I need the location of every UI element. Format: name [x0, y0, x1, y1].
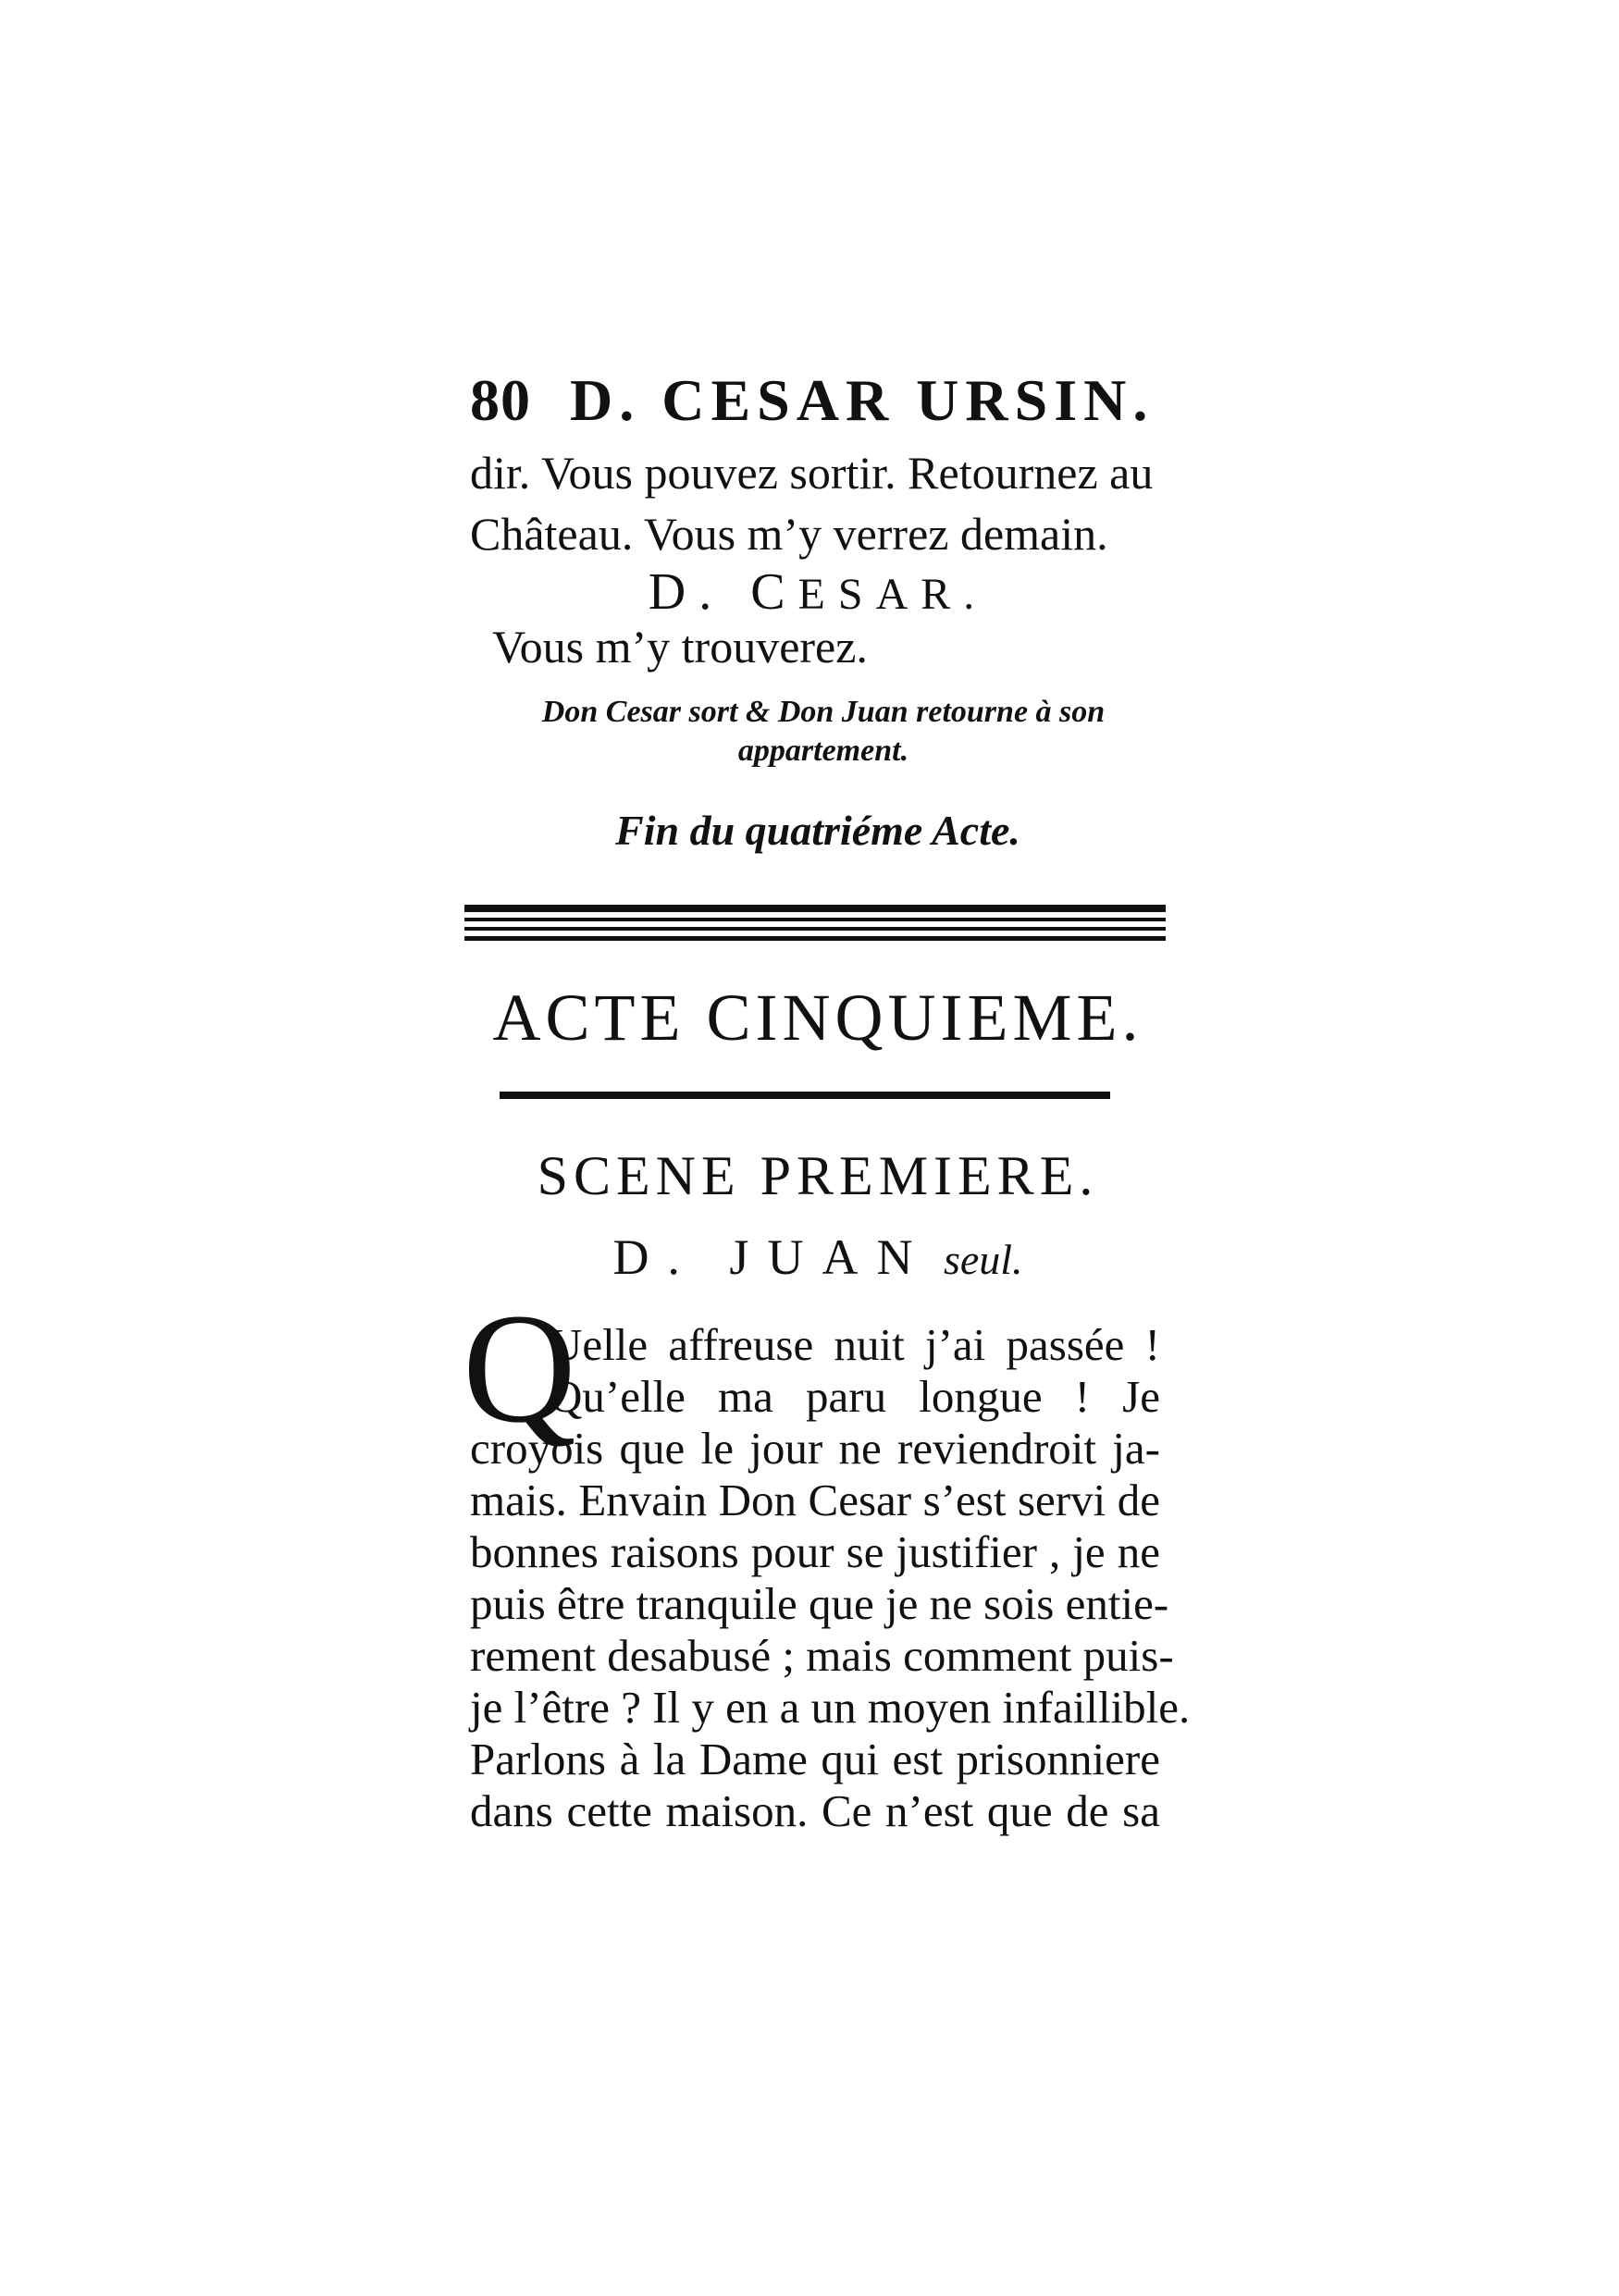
monologue-line: rement desabusé ; mais comment puis- [470, 1630, 1174, 1681]
page-number: 80 [470, 367, 531, 433]
role-note: seul. [943, 1236, 1023, 1283]
dialogue-line: Vous m’y trouverez. [492, 621, 868, 673]
role-name: D. JUAN [612, 1229, 932, 1285]
running-title: D. CESAR URSIN. [570, 367, 1155, 433]
act-title: ACTE CINQUIEME. [492, 981, 1143, 1055]
stage-direction-line: appartement. [737, 734, 909, 768]
monologue-line: bonnes raisons pour se justifier , je ne [470, 1526, 1160, 1577]
act-end-text: Fin du quatriéme Acte. [615, 807, 1020, 854]
monologue-line: puis être tranquile que je ne sois entie- [470, 1578, 1169, 1629]
scene-title: SCENE PREMIERE. [537, 1145, 1099, 1206]
monologue-line: Uelle affreuse nuit j’ai passée ! [550, 1319, 1160, 1370]
monologue-line: je l’être ? Il y en a un moyen infaillible. [470, 1682, 1191, 1733]
speaker-initial: D. C [648, 563, 798, 621]
monologue-line: mais. Envain Don Cesar s’est servi de [470, 1475, 1160, 1525]
speaker-name [470, 564, 1166, 623]
stage-direction-line: Don Cesar sort & Don Juan retourne à son [541, 695, 1106, 729]
monologue-line: dans cette maison. Ce n’est que de sa [470, 1785, 1160, 1836]
page-header [470, 368, 1166, 433]
act-divider-rule [464, 905, 1166, 947]
drop-cap: Q [463, 1281, 576, 1455]
dialogue-line: dir. Vous pouvez sortir. Retournez au [470, 447, 1154, 499]
monologue-line: Parlons à la Dame qui est prisonniere [470, 1734, 1160, 1784]
scene-divider-rule [500, 1092, 1110, 1099]
speaker-rest: ESAR. [797, 570, 988, 619]
monologue-line: croyois que le jour ne reviendroit ja- [470, 1423, 1160, 1474]
monologue-line: Qu’elle ma paru longue ! Je [550, 1371, 1160, 1422]
dialogue-line: Château. Vous m’y verrez demain. [470, 508, 1108, 560]
